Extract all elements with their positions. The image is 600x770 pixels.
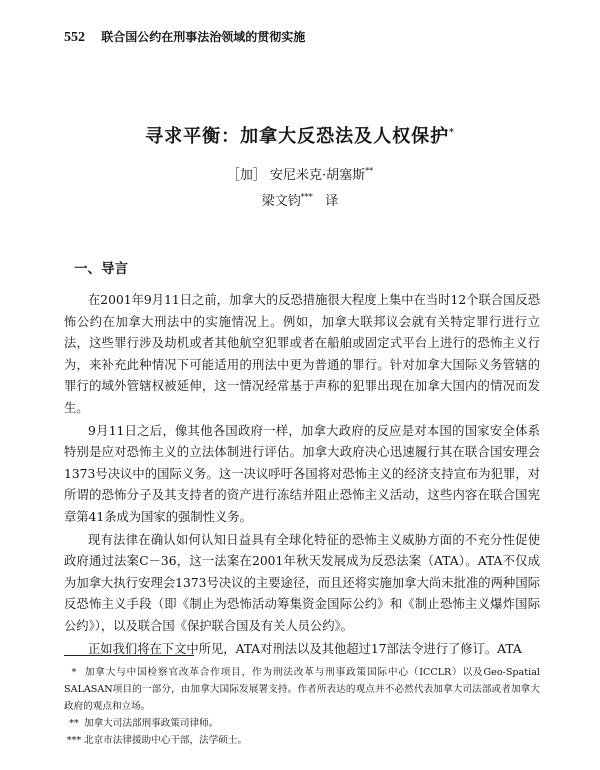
footnote-mark: * xyxy=(71,667,77,678)
translator-footnote-mark: *** xyxy=(300,192,313,202)
footnote-mark: *** xyxy=(66,735,82,746)
article-title xyxy=(0,122,600,148)
body-text xyxy=(64,290,540,661)
footnote-text: 加拿大司法部刑事政策司律师。 xyxy=(84,718,219,729)
footnote-divider xyxy=(64,655,194,656)
title-footnote-mark: * xyxy=(449,128,455,138)
paragraph: 正如我们将在下文中所见，ATA对刑法以及其他超过17部法令进行了修订。ATA xyxy=(88,641,522,656)
paragraph: 在2001年9月11日之前，加拿大的反恐措施很大程度上集中在当时12个联合国反恐怖公约在加拿大刑法中的实施情况上。例如，加拿大联邦议会就有关特定罪行进行立法，这些罪行涉及劫机或者其他航空犯罪或者在船舶或固定式平台上进行的恐怖主义行为，来补充此种情况下可能适用的刑法中更为普通的罪行。针对加拿大国际义务管辖的罪行的域外管辖权被延伸，这一情况经常基于声称的犯罪出现在加拿大国内的情况而发生。 xyxy=(64,293,540,415)
paragraph: 9月11日之后，像其他各国政府一样，加拿大政府的反应是对本国的国家安全体系特别是应对恐怖主义的立法体制进行评估。加拿大政府决心迅速履行其在联合国安理会1373号决议中的国际义务。这一决议呼吁各国将对恐怖主义的经济支持宣布为犯罪，对所谓的恐怖分子及其支持者的资产进行冻结并阻止恐怖主义活动，这些内容在联合国宪章第41条成为国家的强制性义务。 xyxy=(64,423,540,524)
author-name: 安尼米克·胡塞斯 xyxy=(270,168,366,183)
translator-role: 译 xyxy=(325,194,339,209)
footnotes xyxy=(64,664,540,749)
article-title-text: 寻求平衡：加拿大反恐法及人权保护 xyxy=(145,126,450,147)
footnote xyxy=(64,732,540,749)
paragraph: 现有法律在确认如何认知日益具有全球化特征的恐怖主义威胁方面的不充分性促使政府通过法案C－36，这一法案在2001年秋天发展成为反恐法案（ATA）。ATA不仅成为加拿大执行安理会1373号决议的主要途径，而且还将实施加拿大尚未批准的两种国际反恐怖主义手段（即《制止为恐怖活动筹集资金国际公约》和《制止恐怖主义爆炸国际公约》），以及联合国《保护联合国及有关人员公约》。 xyxy=(64,532,540,633)
footnote xyxy=(64,715,540,732)
running-header xyxy=(64,28,544,46)
translator-line xyxy=(0,190,600,209)
page-number: 552 xyxy=(64,30,85,45)
section-heading: 一、导言 xyxy=(74,261,128,277)
footnote-text: 加拿大与中国检察官改革合作项目，作为刑法改革与刑事政策国际中心（ICCLR）以及Geo-Spatial SALASAN项目的一部分，由加拿大国际发展署支持。作者所表达的观点并不必然代表加拿大司法部或者加拿大政府的观点和立场。 xyxy=(64,667,540,712)
translator-name: 梁文钧 xyxy=(261,194,301,209)
running-title: 联合国公约在刑事法治领域的贯彻实施 xyxy=(101,30,306,44)
author-byline xyxy=(0,164,600,183)
footnote-mark: ** xyxy=(69,718,79,729)
footnote xyxy=(64,664,540,715)
footnote-text: 北京市法律援助中心干部，法学硕士。 xyxy=(84,735,248,746)
author-footnote-mark: ** xyxy=(365,166,374,176)
author-prefix: ［加］ xyxy=(226,168,266,183)
